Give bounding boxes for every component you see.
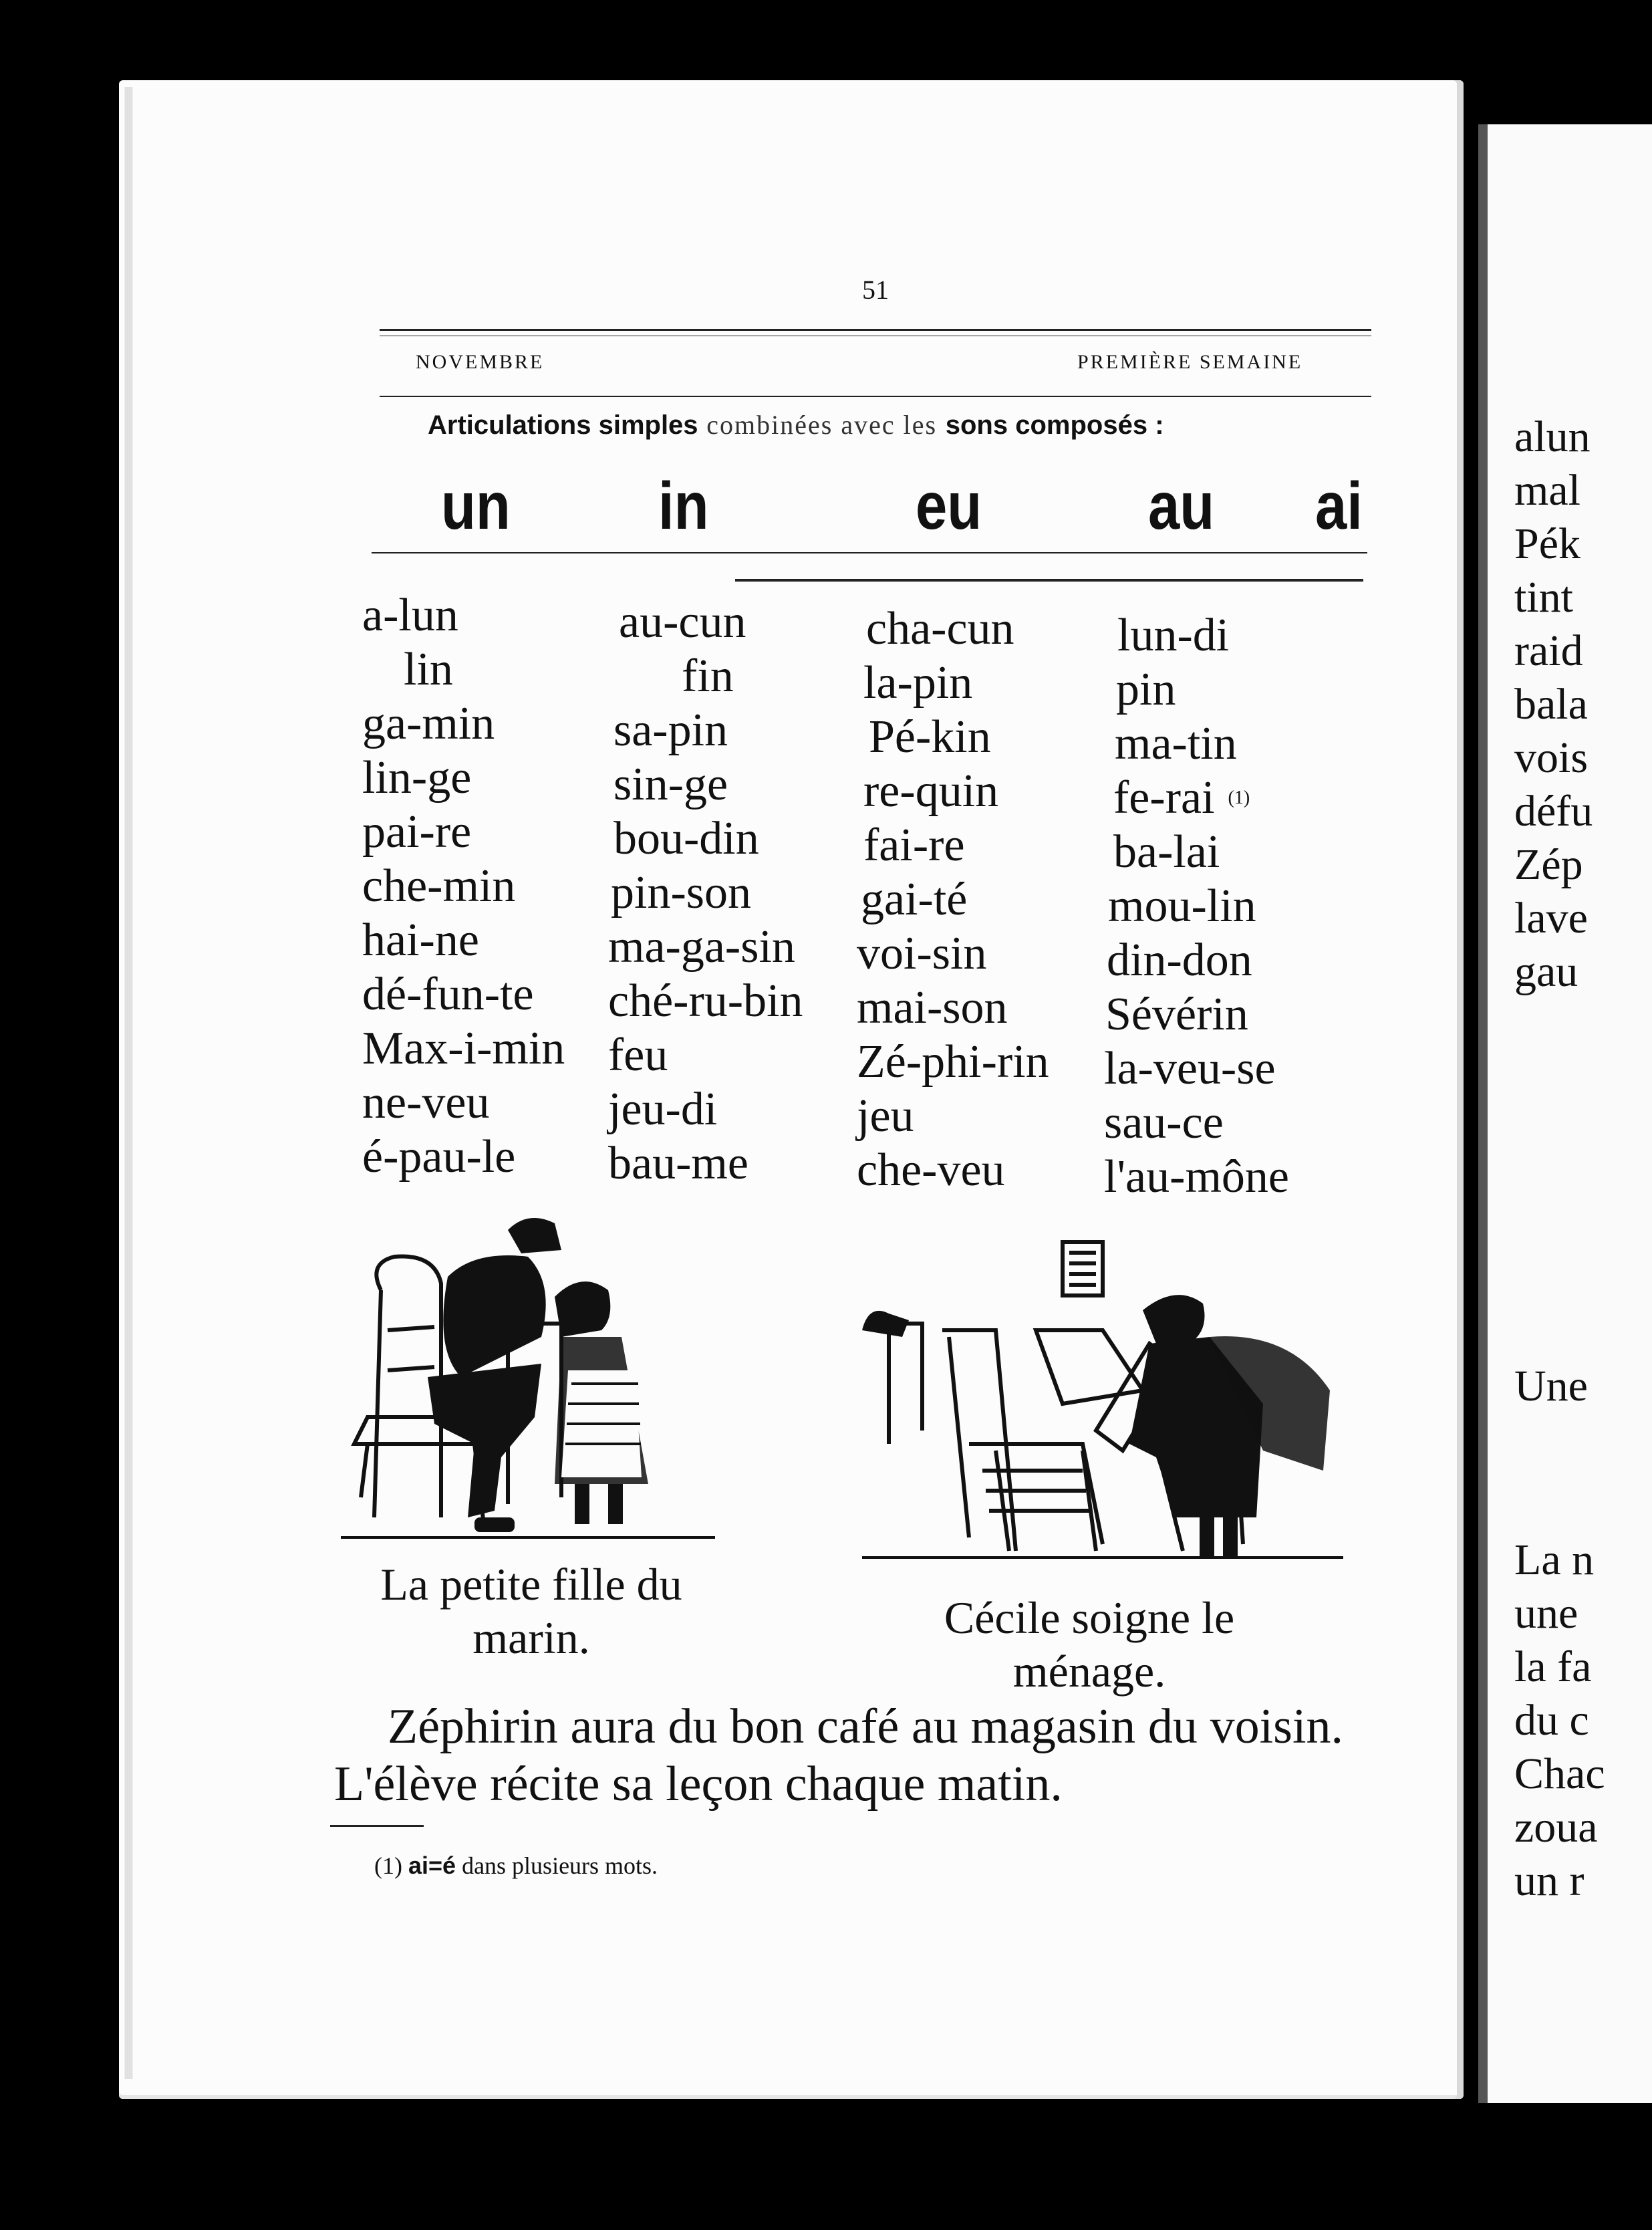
syllable-word: feu [608,1029,668,1081]
syllable-word: re-quin [863,765,999,817]
adjacent-text: tint [1514,573,1574,622]
adjacent-text: bala [1514,680,1588,729]
syllable-word: lun-di [1117,610,1230,661]
cecile-cleaning-illustration [862,1230,1343,1578]
adjacent-text: Chac [1514,1749,1605,1798]
syllable-column [857,602,1049,1197]
syllable-word: bau-me [608,1138,748,1189]
syllable-word: che-veu [857,1144,1005,1196]
syllable-word: voi-sin [857,928,987,979]
syllable-word: ché-ru-bin [608,975,803,1027]
syllable-word: cha-cun [866,603,1014,654]
syllable-word: hai-ne [362,914,479,966]
syllable-word: ba-lai [1113,826,1220,878]
sound-label: au [1148,469,1215,543]
syllable-word: fai-re [863,820,965,871]
caption-left [334,1558,728,1664]
adjacent-text: zoua [1514,1803,1598,1852]
syllable-word: mou-lin [1108,880,1256,932]
adjacent-text: Une [1514,1362,1588,1410]
syllable-word: sau-ce [1104,1097,1224,1148]
syllable-word: lin [404,644,453,695]
sound-label: eu [916,469,982,543]
footnote-rule [330,1825,424,1827]
syllable-word: au-cun [619,596,746,648]
heading-bold: Articulations simples [428,410,698,440]
adjacent-text: lave [1514,894,1588,943]
syllable-word: ga-min [362,698,495,749]
heading-light: combinées avec les [706,410,938,440]
syllable-word: sin-ge [613,759,728,810]
adjacent-text: raid [1514,626,1583,675]
syllable-word: che-min [362,860,516,912]
footnote-bold: ai=é [408,1852,456,1879]
sound-label: ai [1315,469,1363,543]
syllable-word: a-lun [362,590,458,641]
footnote [374,1852,658,1880]
adjacent-text: un r [1514,1856,1585,1905]
lesson-heading [428,409,1164,441]
syllable-word: pin-son [611,867,751,918]
section-rule [735,579,1363,582]
syllable-column [1104,608,1289,1204]
syllable-word: pai-re [362,806,472,858]
footnote-text: dans plusieurs mots. [462,1852,658,1879]
adjacent-page [1478,124,1652,2103]
sound-label: un [441,469,511,543]
syllable-word: lin-ge [362,752,472,803]
adjacent-text: gau [1514,947,1578,996]
syllable-word: ma-ga-sin [608,921,795,973]
syllable-word: fe-rai [1113,772,1215,824]
syllable-word: Max-i-min [362,1023,565,1074]
adjacent-text: la fa [1514,1642,1592,1691]
page-number: 51 [862,275,889,305]
adjacent-text: Zép [1514,840,1583,889]
syllable-word: gai-té [861,874,968,925]
caption-line: La petite fille du [380,1559,682,1610]
adjacent-text: défu [1514,787,1593,836]
adjacent-text: vois [1514,733,1589,782]
syllable-word: jeu-di [608,1084,718,1135]
syllable-word: sa-pin [613,705,728,756]
caption-line: Cécile soigne le [944,1592,1235,1643]
section-rule [372,552,1367,553]
header-rule [380,396,1371,397]
syllable-word: la-veu-se [1104,1043,1276,1094]
caption-right [882,1591,1296,1698]
syllable-word: mai-son [857,982,1008,1033]
syllable-word: jeu [857,1090,914,1142]
footnote-number: (1) [374,1852,402,1879]
syllable-column [608,595,803,1191]
adjacent-text: alun [1514,412,1591,461]
page-edge [124,87,132,2079]
sound-label: in [658,469,709,543]
syllable-word: Pé-kin [869,711,991,763]
syllable-word: Sévérin [1105,989,1248,1040]
header-rule [380,329,1371,331]
week-label: PREMIÈRE SEMAINE [1077,351,1303,373]
heading-bold: sons composés : [945,410,1164,440]
sailor-girl-illustration [341,1203,715,1551]
syllable-word: ne-veu [362,1077,490,1128]
adjacent-text: mal [1514,466,1580,515]
adjacent-text: La n [1514,1535,1595,1584]
syllable-word: din-don [1107,935,1252,986]
syllable-word: Zé-phi-rin [857,1036,1049,1088]
month-label: NOVEMBRE [416,351,545,373]
syllable-word: pin [1116,664,1176,715]
reading-paragraph: Zéphirin aura du bon café au magasin du voisin. L'élève récite sa leçon chaque matin. [334,1699,1343,1812]
adjacent-text: du c [1514,1696,1589,1745]
syllable-word: fin [682,650,734,702]
syllable-word: ma-tin [1115,718,1237,769]
syllable-word: bou-din [613,813,759,864]
adjacent-text: Pék [1514,519,1580,568]
syllable-word: la-pin [863,657,973,709]
syllable-word: é-pau-le [362,1131,516,1183]
adjacent-text: une [1514,1589,1578,1638]
syllable-word: l'au-mône [1104,1151,1289,1203]
syllable-column [362,588,565,1184]
footnote-marker: (1) [1228,787,1250,808]
caption-line: ménage. [1012,1646,1166,1697]
caption-line: marin. [472,1612,590,1663]
syllable-word: dé-fun-te [362,969,534,1020]
